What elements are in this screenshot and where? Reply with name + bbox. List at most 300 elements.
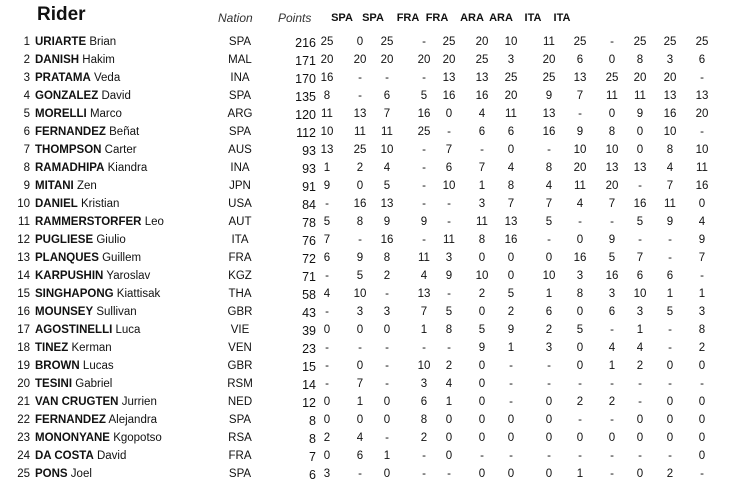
rider-nation: MAL [228,54,252,66]
race-result: - [422,234,426,246]
race-result: 11 [634,90,646,102]
rider-nation: AUT [228,216,252,228]
rider-name [35,450,126,462]
rider-points: 8 [309,432,316,446]
race-result: 5 [383,180,391,192]
race-result: 1 [698,288,706,300]
race-result: 0 [478,306,486,318]
race-result: - [325,360,329,372]
race-result: 11 [476,216,488,228]
race-result: 11 [664,198,676,210]
race-result: - [480,450,484,462]
race-result: 25 [663,36,677,48]
rider-surname: PONS [35,468,68,480]
rider-points: 91 [302,180,316,194]
rider-points: 171 [295,54,316,68]
rider-nation: RSA [228,432,252,444]
rider-points: 39 [302,324,316,338]
race-result: 16 [475,90,489,102]
rider-surname: AGOSTINELLI [35,324,113,336]
race-result: 4 [323,288,331,300]
race-result: 8 [608,126,616,138]
race-result: 25 [320,36,334,48]
race-result: 11 [418,252,430,264]
race-result: 13 [475,72,489,84]
rider-first-name: David [96,450,127,462]
race-result: 3 [445,252,453,264]
rider-first-name: Guillem [102,252,142,264]
race-result: 2 [478,288,486,300]
race-result: - [447,216,451,228]
race-result: 5 [507,288,515,300]
race-result: 13 [605,162,619,174]
rider-points: 8 [309,414,316,428]
race-result: - [509,450,513,462]
race-result: 13 [542,108,556,120]
race-result: 13 [320,144,334,156]
rider-first-name: Yaroslav [106,270,151,282]
rider-first-name: Hakim [82,54,115,66]
race-result: 2 [445,360,453,372]
rider-surname: RAMADHIPA [35,162,105,174]
table-row [0,232,741,250]
race-result: 20 [320,54,334,66]
rider-surname: VAN CRUGTEN [35,396,119,408]
rider-surname: URIARTE [35,36,87,48]
rider-first-name: Leo [144,216,164,228]
race-result: 13 [633,162,647,174]
rider-name [35,126,139,138]
race-result: 5 [445,306,453,318]
race-result: 11 [505,108,517,120]
rider-points: 84 [302,198,316,212]
header-race-5: ARA [460,12,484,24]
rider-first-name: Zen [76,180,97,192]
race-result: 0 [478,414,486,426]
rider-position: 6 [23,126,30,138]
race-result: - [480,144,484,156]
race-result: - [422,162,426,174]
race-result: 0 [576,360,584,372]
race-result: 13 [380,198,394,210]
race-result: 0 [356,324,364,336]
rider-surname: FERNANDEZ [35,414,106,426]
rider-position: 8 [23,162,30,174]
rider-points: 78 [302,216,316,230]
race-result: 0 [356,414,364,426]
rider-name [35,108,122,120]
race-result: 7 [445,144,453,156]
table-row [0,52,741,70]
race-result: 10 [663,126,677,138]
race-result: 0 [576,432,584,444]
table-row [0,214,741,232]
race-result: 5 [666,306,674,318]
race-result: 3 [356,306,364,318]
race-result: 9 [666,216,674,228]
race-result: - [610,36,614,48]
rider-position: 1 [23,36,30,48]
race-result: 16 [633,198,647,210]
race-result: 20 [605,180,619,192]
race-result: - [385,360,389,372]
race-result: - [668,342,672,354]
table-row [0,124,741,142]
race-result: 16 [320,72,334,84]
race-result: 1 [445,396,453,408]
header-race-7: ITA [524,12,542,24]
race-result: 4 [356,432,364,444]
race-result: 4 [698,216,706,228]
race-result: 20 [663,72,677,84]
race-result: 0 [383,396,391,408]
race-result: 0 [636,144,644,156]
race-result: 20 [695,108,709,120]
race-result: 7 [383,108,391,120]
rider-points: 120 [295,108,316,122]
race-result: 1 [356,396,364,408]
race-result: 3 [698,306,706,318]
race-result: 8 [698,324,706,336]
race-result: 11 [696,162,708,174]
race-result: 9 [545,90,553,102]
race-result: 25 [380,36,394,48]
race-result: - [668,450,672,462]
race-result: 6 [383,90,391,102]
race-result: 6 [356,450,364,462]
table-row [0,448,741,466]
rider-name [35,36,116,48]
rider-surname: SINGHAPONG [35,288,114,300]
rider-nation: GBR [227,360,253,372]
race-result: 1 [576,468,584,480]
race-result: 4 [636,342,644,354]
race-result: 8 [478,234,486,246]
race-result: - [422,72,426,84]
race-result: 11 [381,126,393,138]
race-result: - [422,342,426,354]
race-result: 0 [478,360,486,372]
race-result: - [578,378,582,390]
rider-nation: INA [230,72,250,84]
race-result: 25 [353,144,367,156]
race-result: 7 [323,234,331,246]
race-result: 20 [380,54,394,66]
race-result: 0 [478,432,486,444]
race-result: - [638,378,642,390]
rider-name [35,360,114,372]
race-result: 0 [545,414,553,426]
rider-name [35,414,157,426]
rider-surname: DA COSTA [35,450,94,462]
rider-name [35,324,140,336]
rider-points: 12 [302,396,316,410]
rider-surname: DANIEL [35,198,78,210]
race-result: 4 [507,162,515,174]
race-result: 0 [666,432,674,444]
race-result: 2 [356,162,364,174]
rider-name [35,216,164,228]
race-result: 2 [545,324,553,336]
rider-position: 3 [23,72,30,84]
rider-position: 20 [17,378,30,390]
race-result: 7 [507,198,515,210]
rider-points: 216 [295,36,316,50]
race-result: 0 [698,396,706,408]
race-result: 8 [576,288,584,300]
race-result: 0 [507,270,515,282]
table-row [0,340,741,358]
race-result: 7 [356,378,364,390]
race-result: - [610,216,614,228]
race-result: - [547,378,551,390]
rider-name [35,468,92,480]
race-result: - [447,288,451,300]
race-result: 11 [443,234,455,246]
rider-position: 13 [17,252,30,264]
race-result: - [547,360,551,372]
race-result: 6 [608,306,616,318]
rider-nation: USA [228,198,252,210]
table-row [0,106,741,124]
rider-name [35,162,147,174]
rider-position: 21 [17,396,30,408]
race-result: - [385,288,389,300]
rider-first-name: Jurrien [121,396,157,408]
race-result: - [700,126,704,138]
race-result: - [700,378,704,390]
rider-first-name: Beñat [109,126,140,138]
race-result: - [509,378,513,390]
race-result: 0 [445,450,453,462]
race-result: 7 [608,198,616,210]
race-result: 10 [353,288,367,300]
race-result: - [447,468,451,480]
rider-surname: TESINI [35,378,73,390]
race-result: 10 [475,270,489,282]
race-result: - [578,450,582,462]
rider-name [35,288,160,300]
rider-position: 12 [17,234,30,246]
header-race-9: ITA [553,12,571,24]
rider-surname: PLANQUES [35,252,99,264]
rider-name [35,54,115,66]
rider-position: 15 [17,288,30,300]
race-result: - [547,144,551,156]
race-result: 8 [383,252,391,264]
rider-surname: BROWN [35,360,80,372]
race-result: 0 [323,414,331,426]
race-result: 0 [356,360,364,372]
race-result: 3 [323,468,331,480]
rider-first-name: Carter [104,144,137,156]
rider-first-name: David [101,90,131,102]
rider-name [35,432,162,444]
header-nation: Nation [218,11,253,25]
header-race-6: ARA [489,12,513,24]
race-result: 6 [445,162,453,174]
race-result: 5 [545,216,553,228]
race-result: 25 [504,72,518,84]
race-result: 6 [576,54,584,66]
race-result: 20 [542,54,556,66]
rider-name [35,90,131,102]
race-result: 0 [478,468,486,480]
race-result: 0 [576,234,584,246]
rider-nation: VIE [230,324,250,336]
rider-nation: ARG [227,108,253,120]
rider-points: 93 [302,162,316,176]
race-result: - [447,126,451,138]
race-result: 25 [475,54,489,66]
race-result: 0 [507,414,515,426]
race-result: 4 [383,162,391,174]
race-result: - [447,342,451,354]
race-result: 13 [573,72,587,84]
race-result: 9 [445,270,453,282]
race-result: 4 [576,198,584,210]
race-result: 20 [633,72,647,84]
race-result: 0 [608,432,616,444]
race-result: - [547,450,551,462]
race-result: 20 [353,54,367,66]
race-result: 20 [442,54,456,66]
race-result: 5 [478,324,486,336]
race-result: 11 [354,126,366,138]
table-row [0,322,741,340]
rider-points: 135 [295,90,316,104]
race-result: 6 [507,126,515,138]
race-result: 5 [323,216,331,228]
rider-surname: KARPUSHIN [35,270,104,282]
rider-position: 2 [23,54,30,66]
rider-surname: FERNANDEZ [35,126,106,138]
race-result: 0 [698,432,706,444]
race-result: 7 [698,252,706,264]
race-result: 1 [323,162,331,174]
race-result: 16 [417,108,431,120]
rider-first-name: Luca [115,324,141,336]
race-result: 11 [574,180,586,192]
race-result: 0 [636,468,644,480]
rider-points: 93 [302,144,316,158]
race-result: - [358,72,362,84]
race-result: 0 [507,144,515,156]
rider-surname: PRATAMA [35,72,91,84]
race-result: 6 [698,54,706,66]
race-result: 9 [383,216,391,228]
race-result: 8 [445,324,453,336]
rider-position: 4 [23,90,30,102]
header-rider: Rider [37,4,86,25]
race-result: - [422,198,426,210]
rider-position: 5 [23,108,30,120]
rider-position: 10 [17,198,30,210]
race-result: 13 [442,72,456,84]
race-result: 10 [380,144,394,156]
race-result: 0 [636,126,644,138]
race-result: 0 [698,360,706,372]
race-result: - [509,396,513,408]
race-result: 9 [420,216,428,228]
race-result: 9 [636,108,644,120]
table-row [0,286,741,304]
race-result: 11 [543,36,555,48]
rider-first-name: Kerman [71,342,112,354]
header-points: Points [278,11,312,25]
table-row [0,268,741,286]
race-result: 11 [606,90,618,102]
race-result: 16 [663,108,677,120]
race-result: 20 [504,90,518,102]
rider-points: 43 [302,306,316,320]
rider-nation: RSM [227,378,253,390]
race-result: - [509,360,513,372]
rider-position: 7 [23,144,30,156]
race-result: 10 [542,270,556,282]
race-result: 5 [608,252,616,264]
rider-nation: SPA [228,36,252,48]
race-result: 2 [636,360,644,372]
race-result: 1 [507,342,515,354]
rider-first-name: Kiandra [107,162,148,174]
race-result: 1 [608,360,616,372]
race-result: 3 [576,270,584,282]
race-result: - [385,72,389,84]
race-result: - [422,36,426,48]
race-result: 2 [323,432,331,444]
race-result: - [578,414,582,426]
rider-name [35,234,126,246]
race-result: 6 [666,270,674,282]
race-result: 7 [420,306,428,318]
race-result: - [668,378,672,390]
race-result: 6 [478,126,486,138]
race-result: - [422,450,426,462]
race-result: 6 [323,252,331,264]
race-result: 16 [573,252,587,264]
race-result: 13 [695,90,709,102]
race-result: 20 [417,54,431,66]
race-result: 2 [420,432,428,444]
race-result: 25 [695,36,709,48]
race-result: 16 [695,180,709,192]
race-result: 0 [323,450,331,462]
race-result: 4 [545,180,553,192]
race-result: 3 [636,306,644,318]
race-result: - [447,198,451,210]
race-result: - [385,342,389,354]
race-result: 8 [666,144,674,156]
rider-surname: MITANI [35,180,74,192]
race-result: 10 [504,36,518,48]
race-result: 5 [636,216,644,228]
race-result: - [610,450,614,462]
race-result: 0 [383,414,391,426]
rider-points: 76 [302,234,316,248]
race-result: - [638,396,642,408]
header-race-3: FRA [396,12,420,24]
rider-name [35,378,112,390]
rider-surname: MOUNSEY [35,306,94,318]
rider-position: 19 [17,360,30,372]
race-result: 13 [504,216,518,228]
race-result: 25 [633,36,647,48]
rider-surname: DANISH [35,54,80,66]
race-result: - [638,450,642,462]
race-result: - [638,180,642,192]
rider-nation: GBR [227,306,253,318]
